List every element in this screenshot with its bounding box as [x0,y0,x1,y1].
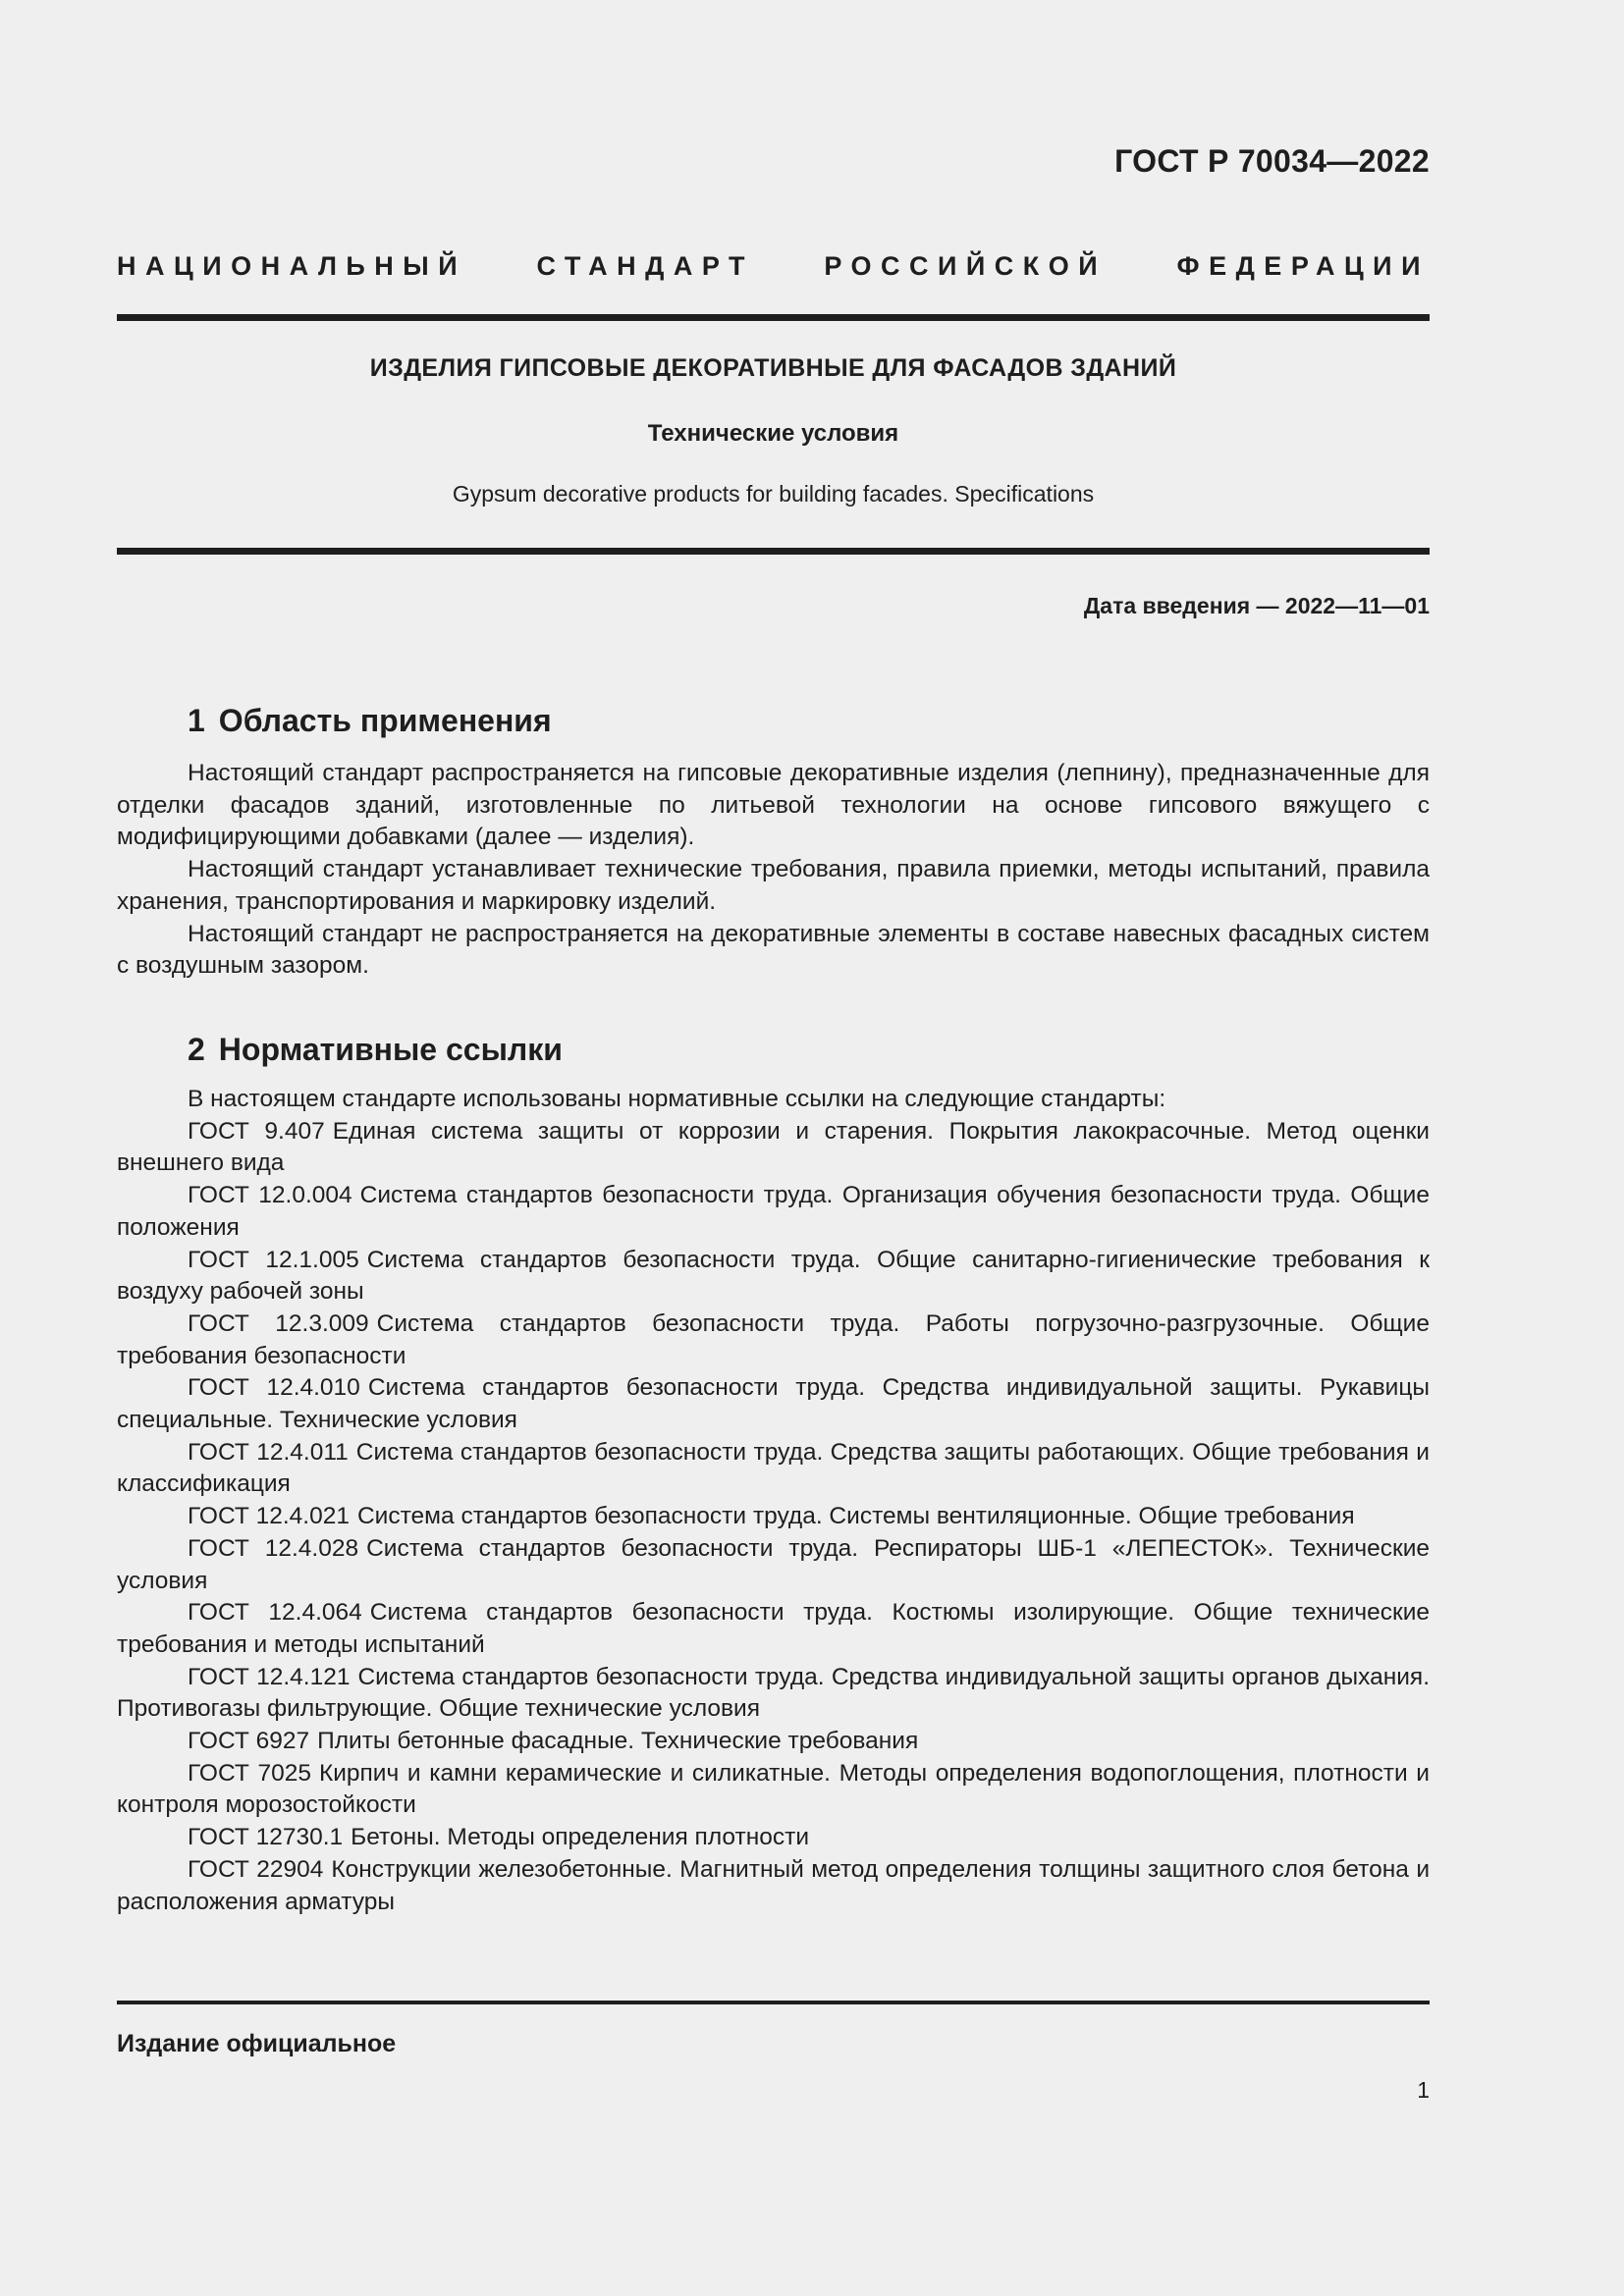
paragraph: Настоящий стандарт устанавливает технические требования, правила приемки, методы испытаний, правила хранения, транспортирования и маркировку изделий. [117,856,1430,915]
paragraph: Настоящий стандарт не распространяется на декоративные элементы в составе навесных фасадных систем с воздушным зазором. [117,920,1430,980]
document-title-english: Gypsum decorative products for building facades. Specifications [452,481,1095,507]
document-title: ИЗДЕЛИЯ ГИПСОВЫЕ ДЕКОРАТИВНЫЕ ДЛЯ ФАСАДОВ ЗДАНИЙ [369,354,1177,382]
edition-label: Издание официальное [117,2030,397,2057]
divider-footer [117,2001,1430,2004]
section-2-body [117,1084,1430,1918]
reference-item [117,1822,1430,1854]
reference-code: ГОСТ 7025 [188,1759,311,1787]
reference-item [117,1854,1430,1918]
page-number: 1 [1417,2077,1430,2103]
reference-item [117,1533,1430,1597]
divider-title-bottom [117,548,1430,555]
national-standard-banner: НАЦИОНАЛЬНЫЙ СТАНДАРТ РОССИЙСКОЙ ФЕДЕРАЦИИ [117,251,1430,281]
reference-code: ГОСТ 6927 [188,1728,310,1755]
reference-code: ГОСТ 12.1.005 [188,1246,359,1273]
reference-code: ГОСТ 12.3.009 [188,1309,369,1337]
reference-title: Система стандартов безопасности труда. Средства защиты работающих. Общие требования и классификация [117,1438,1430,1498]
reference-item [117,1662,1430,1726]
document-page [117,0,1430,2296]
introduction-date: Дата введения — 2022—11—01 [1083,593,1430,618]
reference-item [117,1597,1430,1661]
reference-title: Система стандартов безопасности труда. Респираторы ШБ-1 «ЛЕПЕСТОК». Технические условия [117,1534,1431,1594]
reference-title: Система стандартов безопасности труда. Средства индивидуальной защиты. Рукавицы специальные. Технические условия [117,1374,1430,1434]
section-title: Нормативные ссылки [218,1032,563,1067]
section-2-heading [188,1032,563,1068]
reference-item [117,1245,1430,1308]
reference-title: Кирпич и камни керамические и силикатные. Методы определения водопоглощения, плотности и контроля морозостойкости [117,1759,1430,1819]
reference-item [117,1726,1430,1758]
reference-code: ГОСТ 9.407 [188,1117,325,1145]
reference-item [117,1372,1430,1436]
reference-code: ГОСТ 12.4.121 [188,1663,351,1690]
section-1-body [117,758,1430,983]
document-subtitle: Технические условия [647,420,899,447]
reference-code: ГОСТ 12.4.021 [188,1503,350,1530]
reference-title: Система стандартов безопасности труда. Организация обучения безопасности труда. Общие положения [117,1182,1430,1241]
reference-code: ГОСТ 12.4.010 [188,1374,360,1402]
reference-title: Система стандартов безопасности труда. Общие санитарно-гигиенические требования к воздуху рабочей зоны [117,1246,1431,1306]
paragraph: Настоящий стандарт распространяется на гипсовые декоративные изделия (лепнину), предназначенные для отделки фасадов зданий, изготовленные по литьевой технологии на основе гипсового вяжущего с модифицирующими добавками (далее — изделия). [117,760,1430,851]
reference-title: Система стандартов безопасности труда. Работы погрузочно-разгрузочные. Общие требования безопасности [117,1309,1430,1369]
reference-item [117,1180,1430,1244]
reference-code: ГОСТ 12.0.004 [188,1182,352,1209]
reference-code: ГОСТ 12.4.011 [188,1438,349,1466]
reference-item [117,1308,1430,1372]
reference-item [117,1501,1430,1533]
section-number: 2 [188,1032,205,1067]
reference-title: Система стандартов безопасности труда. Системы вентиляционные. Общие требования [356,1503,1355,1530]
reference-item [117,1116,1430,1180]
divider-top [117,314,1430,321]
reference-code: ГОСТ 12.4.064 [188,1599,362,1627]
references-intro: В настоящем стандарте использованы нормативные ссылки на следующие стандарты: [188,1086,1166,1112]
reference-title: Система стандартов безопасности труда. Средства индивидуальной защиты органов дыхания. Противогазы фильтрующие. Общие технические условия [117,1663,1431,1723]
reference-code: ГОСТ 12.4.028 [188,1534,359,1562]
reference-title: Конструкции железобетонные. Магнитный метод определения толщины защитного слоя бетона и расположения арматуры [117,1855,1430,1915]
reference-title: Единая система защиты от коррозии и старения. Покрытия лакокрасочные. Метод оценки внешнего вида [117,1117,1430,1177]
reference-item [117,1437,1430,1501]
reference-item [117,1758,1430,1822]
reference-title: Плиты бетонные фасадные. Технические требования [317,1728,919,1755]
reference-title: Бетоны. Методы определения плотности [351,1824,810,1851]
section-title: Область применения [218,703,552,738]
standard-number: ГОСТ Р 70034—2022 [1114,143,1430,179]
reference-code: ГОСТ 22904 [188,1855,324,1883]
section-1-heading [188,703,552,739]
reference-title: Система стандартов безопасности труда. Костюмы изолирующие. Общие технические требования и методы испытаний [117,1599,1431,1658]
section-number: 1 [188,703,205,738]
reference-code: ГОСТ 12730.1 [188,1824,344,1851]
